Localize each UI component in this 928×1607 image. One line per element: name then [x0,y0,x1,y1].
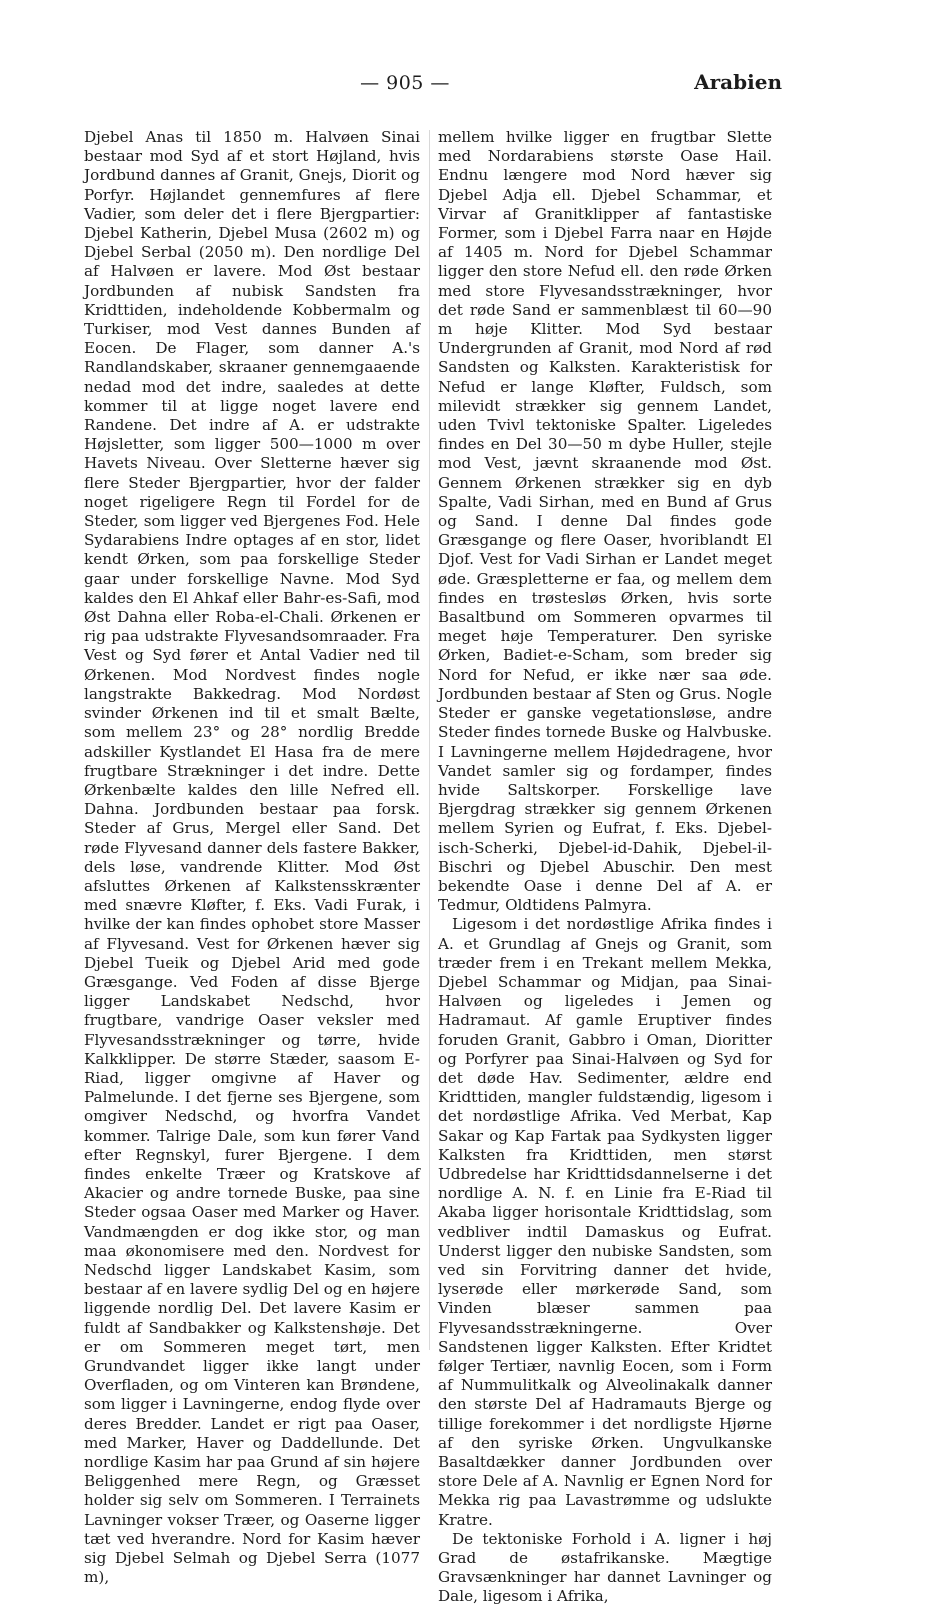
left-column [84,128,420,1587]
paragraph: Ligesom i det nordøstlige Afrika findes i A. et Grundlag af Gnejs og Granit, som træder frem i en Trekant mellem Mekka, Djebel Schammar og Midjan, paa Sinai-Halvøen og ligeledes i Jemen og Hadramaut. Af gamle Eruptiver findes foruden Granit, Gabbro i Oman, Dioritter og Porfyrer paa Sinai-Halvøen og Syd for det døde Hav. Sedimenter, ældre end Kridttiden, mangler fuldstændig, ligesom i det nordøstlige Afrika. Ved Merbat, Kap Sakar og Kap Fartak paa Sydkysten ligger Kalksten fra Kridttiden, men størst Udbredelse har Kridttidsdannelserne i det nordlige A. N. f. en Linie fra E-Riad til Akaba ligger horisontale Kridttidslag, som vedbliver indtil Damaskus og Eufrat. Underst ligger den nubiske Sandsten, som ved sin Forvitring danner det hvide, lyserøde eller mørkerøde Sand, som Vinden blæser sammen paa Flyvesandsstrækningerne. Over Sandstenen ligger Kalksten. Efter Kridtet følger Tertiær, navnlig Eocen, som i Form af Nummulitkalk og Alveolinakalk danner den største Del af Hadramauts Bjerge og tillige forekommer i det nordligste Hjørne af den syriske Ørken. Ungvulkanske Basaltdækker danner Jordbunden over store Dele af A. Navnlig er Egnen Nord for Mekka rig paa Lavastrømme og udslukte Kratre. [438,915,772,1529]
page-number: — 905 — [360,72,450,94]
paragraph: De tektoniske Forhold i A. ligner i høj Grad de østafrikanske. Mægtige Gravsænkninger har dannet Lavninger og Dale, ligesom i Afrika, [438,1529,772,1606]
column-divider [429,130,430,1350]
paragraph: Djebel Anas til 1850 m. Halvøen Sinai bestaar mod Syd af et stort Højland, hvis Jordbund dannes af Granit, Gnejs, Diorit og Porfyr. Højlandet gennemfures af flere Vadier, som deler det i flere Bjergpartier: Djebel Katherin, Djebel Musa (2602 m) og Djebel Serbal (2050 m). Den nordlige Del af Halvøen er lavere. Mod Øst bestaar Jordbunden af nubisk Sandsten fra Kridttiden, indeholdende Kobbermalm og Turkiser, mod Vest dannes Bunden af Eocen. De Flager, som danner A.'s Randlandskaber, skraaner gennemgaaende nedad mod det indre, saaledes at dette kommer til at ligge noget lavere end Randene. Det indre af A. er udstrakte Højsletter, som ligger 500—1000 m over Havets Niveau. Over Sletterne hæver sig flere Steder Bjergpartier, hvor der falder noget rigeligere Regn til Fordel for de Steder, som ligger ved Bjergenes Fod. Hele Sydarabiens Indre optages af en stor, lidet kendt Ørken, som paa forskellige Steder gaar under forskellige Navne. Mod Syd kaldes den El Ahkaf eller Bahr-es-Safi, mod Øst Dahna eller Roba-el-Chali. Ørkenen er rig paa udstrakte Flyvesandsomraader. Fra Vest og Syd fører et Antal Vadier ned til Ørkenen. Mod Nordvest findes nogle langstrakte Bakkedrag. Mod Nordøst svinder Ørkenen ind til et smalt Bælte, som mellem 23° og 28° nordlig Bredde adskiller Kystlandet El Hasa fra de mere frugtbare Strækninger i det indre. Dette Ørkenbælte kaldes den lille Nefred ell. Dahna. Jordbunden bestaar paa forsk. Steder af Grus, Mergel eller Sand. Det røde Flyvesand danner dels fastere Bakker, dels løse, vandrende Klitter. Mod Øst afsluttes Ørkenen af Kalkstensskrænter med snævre Kløfter, f. Eks. Vadi Furak, i hvilke der kan findes ophobet store Masser af Flyvesand. Vest for Ørkenen hæver sig Djebel Tueik og Djebel Arid med gode Græsgange. Ved Foden af disse Bjerge ligger Landskabet Nedschd, hvor frugtbare, vandrige Oaser veksler med Flyvesandsstrækninger og tørre, hvide Kalkklipper. De større Stæder, saasom E-Riad, ligger omgivne af Haver og Palmelunde. I det fjerne ses Bjergene, som omgiver Nedschd, og hvorfra Vandet kommer. Talrige Dale, som kun fører Vand efter Regnskyl, furer Bjergene. I dem findes enkelte Træer og Kratskove af Akacier og andre tornede Buske, paa sine Steder ogsaa Oaser med Marker og Haver. Vandmængden er dog ikke stor, og man maa økonomisere med den. Nordvest for Nedschd ligger Landskabet Kasim, som bestaar af en lavere sydlig Del og en højere liggende nordlig Del. Det lavere Kasim er fuldt af Sandbakker og Kalkstenshøje. Det er om Sommeren meget tørt, men Grundvandet ligger ikke langt under Overfladen, og om Vinteren kan Brøndene, som ligger i Lavningerne, endog flyde over deres Bredder. Landet er rigt paa Oaser, med Marker, Haver og Daddellunde. Det nordlige Kasim har paa Grund af sin højere Beliggenhed mere Regn, og Græsset holder sig selv om Sommeren. I Terrainets Lavninger vokser Træer, og Oaserne ligger tæt ved hverandre. Nord for Kasim hæver sig Djebel Selmah og Djebel Serra (1077 m), [84,128,420,1587]
right-column [438,128,772,1607]
paragraph: mellem hvilke ligger en frugtbar Slette med Nordarabiens største Oase Hail. Endnu længere mod Nord hæver sig Djebel Adja ell. Djebel Schammar, et Virvar af Granitklipper af fantastiske Former, som i Djebel Farra naar en Højde af 1405 m. Nord for Djebel Schammar ligger den store Nefud ell. den røde Ørken med store Flyvesandsstrækninger, hvor det røde Sand er sammenblæst til 60—90 m høje Klitter. Mod Syd bestaar Undergrunden af Granit, mod Nord af rød Sandsten og Kalksten. Karakteristisk for Nefud er lange Kløfter, Fuldsch, som milevidt strækker sig gennem Landet, uden Tvivl tektoniske Spalter. Ligeledes findes en Del 30—50 m dybe Huller, stejle mod Vest, jævnt skraanende mod Øst. Gennem Ørkenen strækker sig en dyb Spalte, Vadi Sirhan, med en Bund af Grus og Sand. I denne Dal findes gode Græsgange og flere Oaser, hvoriblandt El Djof. Vest for Vadi Sirhan er Landet meget øde. Græspletterne er faa, og mellem dem findes en trøstesløs Ørken, hvis sorte Basaltbund om Sommeren opvarmes til meget høje Temperaturer. Den syriske Ørken, Badiet-e-Scham, som breder sig Nord for Nefud, er ikke nær saa øde. Jordbunden bestaar af Sten og Grus. Nogle Steder er ganske vegetationsløse, andre Steder findes tornede Buske og Halvbuske. I Lavningerne mellem Højdedragene, hvor Vandet samler sig og fordamper, findes hvide Saltskorper. Forskellige lave Bjergdrag strækker sig gennem Ørkenen mellem Syrien og Eufrat, f. Eks. Djebel-isch-Scherki, Djebel-id-Dahik, Djebel-il-Bischri og Djebel Abuschir. Den mest bekendte Oase i denne Del af A. er Tedmur, Oldtidens Palmyra. [438,128,772,915]
running-head: Arabien [694,70,782,94]
